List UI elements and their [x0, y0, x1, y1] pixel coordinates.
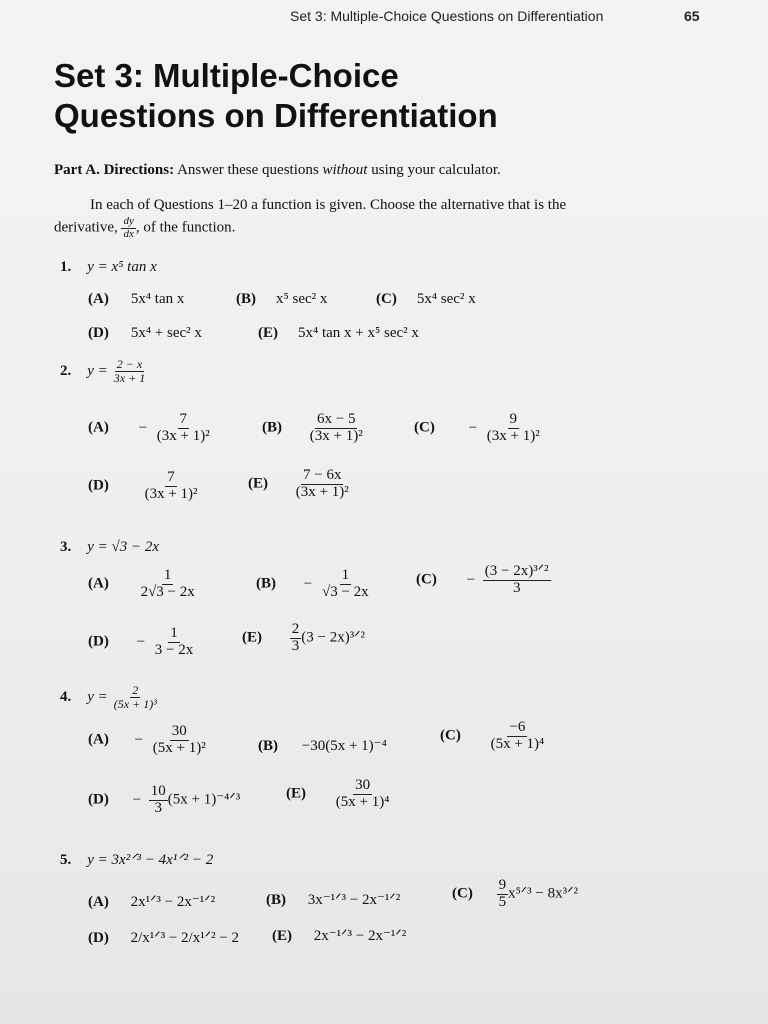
- option-sign: −: [468, 419, 478, 436]
- option-denominator: (3x + 1)²: [144, 485, 198, 502]
- option-numerator: 9: [509, 411, 518, 427]
- option-numerator: 7: [167, 469, 175, 485]
- question-number: 3.: [60, 539, 72, 555]
- option-1b[interactable]: [236, 290, 327, 308]
- option-label: (A): [88, 575, 109, 592]
- option-label: (B): [258, 738, 278, 754]
- option-label: (C): [452, 885, 473, 902]
- option-sign: −: [303, 575, 313, 592]
- option-1c[interactable]: [376, 290, 476, 308]
- running-header: Set 3: Multiple-Choice Questions on Differentiation: [290, 8, 604, 24]
- part-label: Part A. Directions:: [54, 162, 175, 178]
- question-stem: y = √3 − 2x: [87, 539, 160, 555]
- option-label: (B): [236, 291, 256, 307]
- option-text: 5x⁴ + sec² x: [130, 325, 202, 341]
- intro-line-2: [54, 216, 704, 240]
- option-label: (C): [414, 419, 435, 436]
- option-fraction: [334, 778, 392, 811]
- question-stem: y = 3x²ᐟ³ − 4x¹ᐟ² − 2: [87, 852, 214, 868]
- option-text: 2x⁻¹ᐟ³ − 2x⁻¹ᐟ²: [313, 928, 407, 944]
- stem-denominator: (5x + 1)³: [113, 696, 157, 711]
- option-fraction: [497, 878, 509, 911]
- question-1: [60, 258, 157, 276]
- option-5c[interactable]: [452, 878, 578, 911]
- directions-text-before: Answer these questions: [177, 162, 319, 178]
- title-line-1: Set 3: Multiple-Choice: [54, 57, 399, 94]
- intro-line-1: In each of Questions 1–20 a function is given. Choose the alternative that is the: [90, 197, 567, 213]
- option-fraction: [149, 784, 168, 817]
- stem-fraction: [112, 684, 159, 710]
- option-label: (A): [88, 731, 109, 748]
- stem-numerator: 2 − x: [116, 357, 143, 371]
- question-number: 1.: [60, 259, 72, 275]
- option-3b[interactable]: [256, 568, 371, 601]
- title-line-2: Questions on Differentiation: [54, 97, 498, 134]
- option-2a[interactable]: [88, 412, 212, 445]
- option-label: (D): [88, 791, 109, 808]
- option-numerator: 1: [170, 625, 178, 641]
- stem-fraction: [112, 358, 147, 384]
- option-denominator: (5x + 1)⁴: [335, 793, 390, 810]
- option-numerator: −6: [509, 719, 526, 735]
- dy-numerator: dy: [123, 215, 134, 227]
- option-fraction: [143, 470, 200, 503]
- option-text: 3x⁻¹ᐟ³ − 2x⁻¹ᐟ²: [307, 892, 401, 908]
- option-label: (A): [88, 291, 109, 307]
- question-stem-prefix: y =: [87, 688, 108, 705]
- option-label: (A): [88, 419, 109, 436]
- option-fraction: [308, 412, 365, 445]
- option-denominator: (5x + 1)⁴: [490, 735, 545, 752]
- option-text: 5x⁴ tan x: [130, 291, 185, 307]
- option-4a[interactable]: [88, 724, 208, 757]
- option-numerator: 7: [179, 411, 188, 427]
- option-numerator: 30: [355, 777, 371, 793]
- question-3: [60, 538, 159, 556]
- intro-line-2-after: , of the function.: [135, 219, 236, 236]
- option-label: (E): [286, 785, 306, 802]
- option-label: (A): [88, 894, 109, 910]
- option-denominator: (3x + 1)²: [309, 427, 363, 444]
- option-2d[interactable]: [88, 470, 200, 503]
- option-fraction: [155, 412, 212, 445]
- option-4c[interactable]: [440, 720, 546, 753]
- dy-dx-fraction: [121, 216, 135, 240]
- question-number: 4.: [60, 688, 72, 705]
- option-5a[interactable]: [88, 892, 215, 911]
- question-number: 5.: [60, 852, 72, 868]
- option-denominator: (3x + 1)²: [486, 427, 540, 444]
- option-numerator: 2: [291, 621, 300, 637]
- stem-denominator: 3x + 1: [113, 370, 146, 385]
- option-numerator: 9: [498, 877, 507, 893]
- page-number: 65: [684, 8, 700, 24]
- option-3e[interactable]: [242, 622, 365, 655]
- question-2: [60, 358, 147, 384]
- stem-numerator: 2: [132, 683, 139, 697]
- option-2c[interactable]: [414, 412, 542, 445]
- option-4d[interactable]: [88, 784, 240, 817]
- directions: [54, 162, 501, 179]
- option-numerator: 7 − 6x: [302, 467, 342, 483]
- option-numerator: 30: [171, 723, 187, 739]
- option-denominator: (3x + 1)²: [295, 483, 349, 500]
- option-text: 2x¹ᐟ³ − 2x⁻¹ᐟ²: [130, 894, 216, 910]
- option-fraction: [153, 626, 195, 659]
- option-label: (B): [256, 575, 276, 592]
- option-denominator: 3: [512, 579, 521, 596]
- page-title: [54, 56, 734, 136]
- question-stem: y = x⁵ tan x: [87, 259, 157, 275]
- option-suffix: x⁵ᐟ³ − 8x³ᐟ²: [508, 885, 578, 902]
- option-sign: −: [136, 633, 146, 650]
- dx-denominator: dx: [123, 227, 134, 240]
- option-fraction: [485, 412, 542, 445]
- option-fraction: [483, 564, 551, 597]
- option-text: 5x⁴ sec² x: [416, 291, 476, 307]
- option-denominator: 3: [154, 799, 163, 816]
- option-denominator: 3: [291, 637, 300, 654]
- question-5: [60, 850, 213, 869]
- option-text: x⁵ sec² x: [276, 291, 328, 307]
- option-3d[interactable]: [88, 626, 195, 659]
- option-denominator: 3 − 2x: [154, 641, 194, 658]
- option-label: (D): [88, 477, 109, 494]
- option-label: (E): [258, 325, 278, 341]
- option-label: (E): [248, 475, 268, 492]
- option-1e[interactable]: [258, 324, 419, 342]
- option-sign: −: [134, 731, 144, 748]
- option-numerator: (3 − 2x)³ᐟ²: [484, 563, 549, 579]
- option-numerator: 1: [163, 567, 172, 583]
- option-4b[interactable]: [258, 736, 387, 755]
- option-sign: −: [138, 419, 148, 436]
- question-stem-prefix: y =: [87, 362, 108, 379]
- option-3a[interactable]: [88, 568, 197, 601]
- option-sign: −: [132, 791, 142, 808]
- option-2e[interactable]: [248, 468, 351, 501]
- option-suffix: (3 − 2x)³ᐟ²: [301, 629, 366, 646]
- option-4e[interactable]: [286, 778, 391, 811]
- option-denominator: (5x + 1)²: [152, 739, 206, 756]
- question-number: 2.: [60, 362, 72, 379]
- option-label: (C): [440, 727, 461, 744]
- option-5d[interactable]: [88, 928, 239, 947]
- option-numerator: 10: [150, 783, 166, 799]
- option-label: (C): [376, 291, 397, 307]
- option-fraction: [151, 724, 208, 757]
- option-denominator: 5: [498, 893, 507, 910]
- option-3c[interactable]: [416, 564, 551, 597]
- option-fraction: [489, 720, 547, 753]
- option-denominator: 2√3 − 2x: [140, 583, 195, 600]
- option-label: (B): [262, 419, 282, 436]
- option-text: 5x⁴ tan x + x⁵ sec² x: [298, 325, 419, 341]
- option-suffix: (5x + 1)⁻⁴ᐟ³: [167, 791, 241, 808]
- option-label: (E): [242, 629, 262, 646]
- directions-emphasis: without: [322, 162, 368, 178]
- option-label: (D): [88, 325, 109, 341]
- option-label: (E): [272, 928, 292, 944]
- option-text: 2/x¹ᐟ³ − 2/x¹ᐟ² − 2: [130, 930, 240, 946]
- option-fraction: [139, 568, 197, 601]
- option-label: (D): [88, 930, 109, 946]
- option-fraction: [290, 622, 302, 655]
- option-1d[interactable]: [88, 324, 202, 342]
- question-4: [60, 684, 159, 710]
- option-numerator: 6x − 5: [316, 411, 356, 427]
- option-label: (B): [266, 892, 286, 908]
- instructions-paragraph: [54, 194, 704, 240]
- intro-line-2-before: derivative,: [54, 219, 118, 236]
- option-2b[interactable]: [262, 412, 365, 445]
- option-1a[interactable]: [88, 290, 184, 308]
- option-label: (D): [88, 633, 109, 650]
- option-fraction: [320, 568, 371, 601]
- option-sign: −: [466, 571, 476, 588]
- option-5e[interactable]: [272, 926, 406, 945]
- option-text: −30(5x + 1)⁻⁴: [301, 738, 387, 754]
- option-denominator: √3 − 2x: [321, 583, 369, 600]
- directions-text-after: using your calculator.: [371, 162, 501, 178]
- option-label: (C): [416, 571, 437, 588]
- option-denominator: (3x + 1)²: [156, 427, 210, 444]
- option-5b[interactable]: [266, 890, 400, 909]
- option-fraction: [294, 468, 351, 501]
- option-numerator: 1: [341, 567, 350, 583]
